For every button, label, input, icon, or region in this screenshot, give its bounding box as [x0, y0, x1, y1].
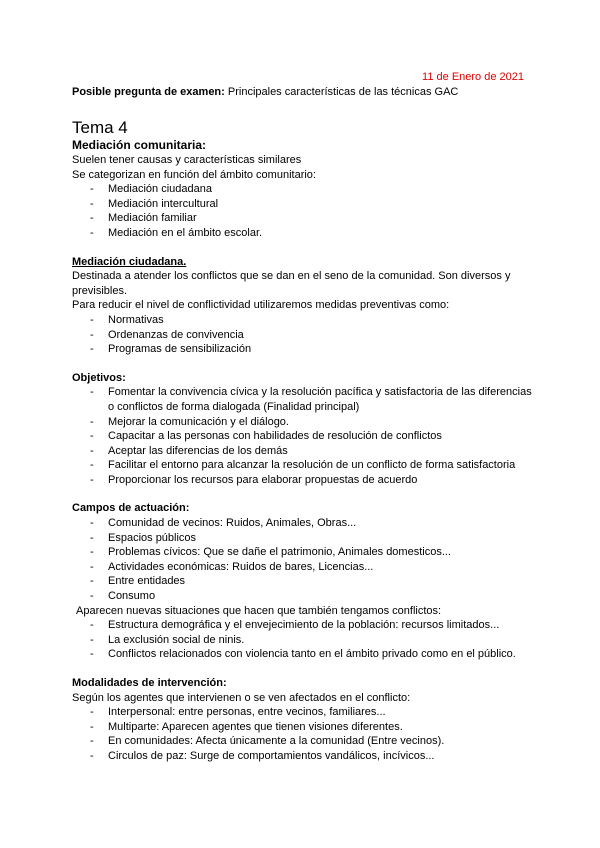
section-title: Objetivos: — [72, 371, 126, 384]
page-title: Tema 4 — [72, 118, 128, 137]
list-item: - Actividades económicas: Ruidos de bares, Licencias... — [72, 560, 532, 575]
list-item: - Mediación familiar — [72, 211, 532, 226]
list-item: - Aceptar las diferencias de los demás — [72, 444, 532, 459]
list-item: - La exclusión social de ninis. — [72, 633, 532, 648]
list-item: - Fomentar la convivencia cívica y la resolución pacífica y satisfactoria de las diferencias o conflictos de forma dialogada (Finalidad principal) — [72, 385, 532, 414]
exam-text: Principales características de las técnicas GAC — [224, 86, 459, 98]
list-item: - Problemas cívicos: Que se dañe el patrimonio, Animales domesticos... — [72, 545, 532, 560]
section-title: Modalidades de intervención: — [72, 677, 227, 689]
list-item: - Mediación en el ámbito escolar. — [72, 226, 532, 241]
paragraph: Destinada a atender los conflictos que se dan en el seno de la comunidad. Son diversos y previsibles. — [72, 270, 511, 297]
paragraph: Suelen tener causas y características similares — [72, 154, 302, 166]
list-item: - Proporcionar los recursos para elaborar propuestas de acuerdo — [72, 473, 532, 488]
list — [72, 182, 532, 240]
list-item: - Conflictos relacionados con violencia tanto en el ámbito privado como en el público. — [72, 647, 532, 662]
list-item: - Mediación ciudadana — [72, 182, 532, 197]
paragraph: Aparecen nuevas situaciones que hacen que también tengamos conflictos: — [76, 604, 442, 617]
list-item: - Consumo — [72, 589, 532, 604]
list-item: - Comunidad de vecinos: Ruidos, Animales, Obras... — [72, 516, 532, 531]
paragraph: Se categorizan en función del ámbito comunitario: — [72, 168, 316, 181]
list-item: - Entre entidades — [72, 574, 532, 589]
list — [72, 705, 532, 763]
list — [72, 618, 532, 662]
list-item: - Espacios públicos — [72, 531, 532, 546]
section-title: Mediación comunitaria: — [72, 138, 207, 152]
list-item: - Interpersonal: entre personas, entre vecinos, familiares... — [72, 705, 532, 720]
list-item: - En comunidades: Afecta únicamente a la comunidad (Entre vecinos). — [72, 734, 532, 749]
paragraph: Según los agentes que intervienen o se ven afectados en el conflicto: — [72, 691, 411, 704]
list — [72, 516, 532, 604]
date: 11 de Enero de 2021 — [422, 71, 524, 83]
section-title: Campos de actuación: — [72, 502, 190, 515]
list-item: - Programas de sensibilización — [72, 342, 532, 357]
list-item: - Estructura demográfica y el envejecimiento de la población: recursos limitados... — [72, 618, 532, 633]
list-item: - Capacitar a las personas con habilidades de resolución de conflictos — [72, 429, 532, 444]
list-item: - Multiparte: Aparecen agentes que tienen visiones diferentes. — [72, 720, 532, 735]
list — [72, 385, 532, 487]
paragraph: Para reducir el nivel de conflictividad utilizaremos medidas preventivas como: — [72, 299, 450, 312]
list-item: - Circulos de paz: Surge de comportamientos vandálicos, incívicos... — [72, 749, 532, 764]
content — [72, 118, 532, 764]
exam-label: Posible pregunta de examen: — [72, 86, 225, 98]
list — [72, 313, 532, 357]
exam-question — [72, 86, 458, 98]
list-item: - Facilitar el entorno para alcanzar la resolución de un conflicto de forma satisfactoria — [72, 458, 532, 473]
list-item: - Ordenanzas de convivencia — [72, 328, 532, 343]
list-item: - Normativas — [72, 313, 532, 328]
section-title: Mediación ciudadana. — [72, 255, 187, 268]
list-item: - Mediación intercultural — [72, 197, 532, 212]
list-item: - Mejorar la comunicación y el diálogo. — [72, 415, 532, 430]
